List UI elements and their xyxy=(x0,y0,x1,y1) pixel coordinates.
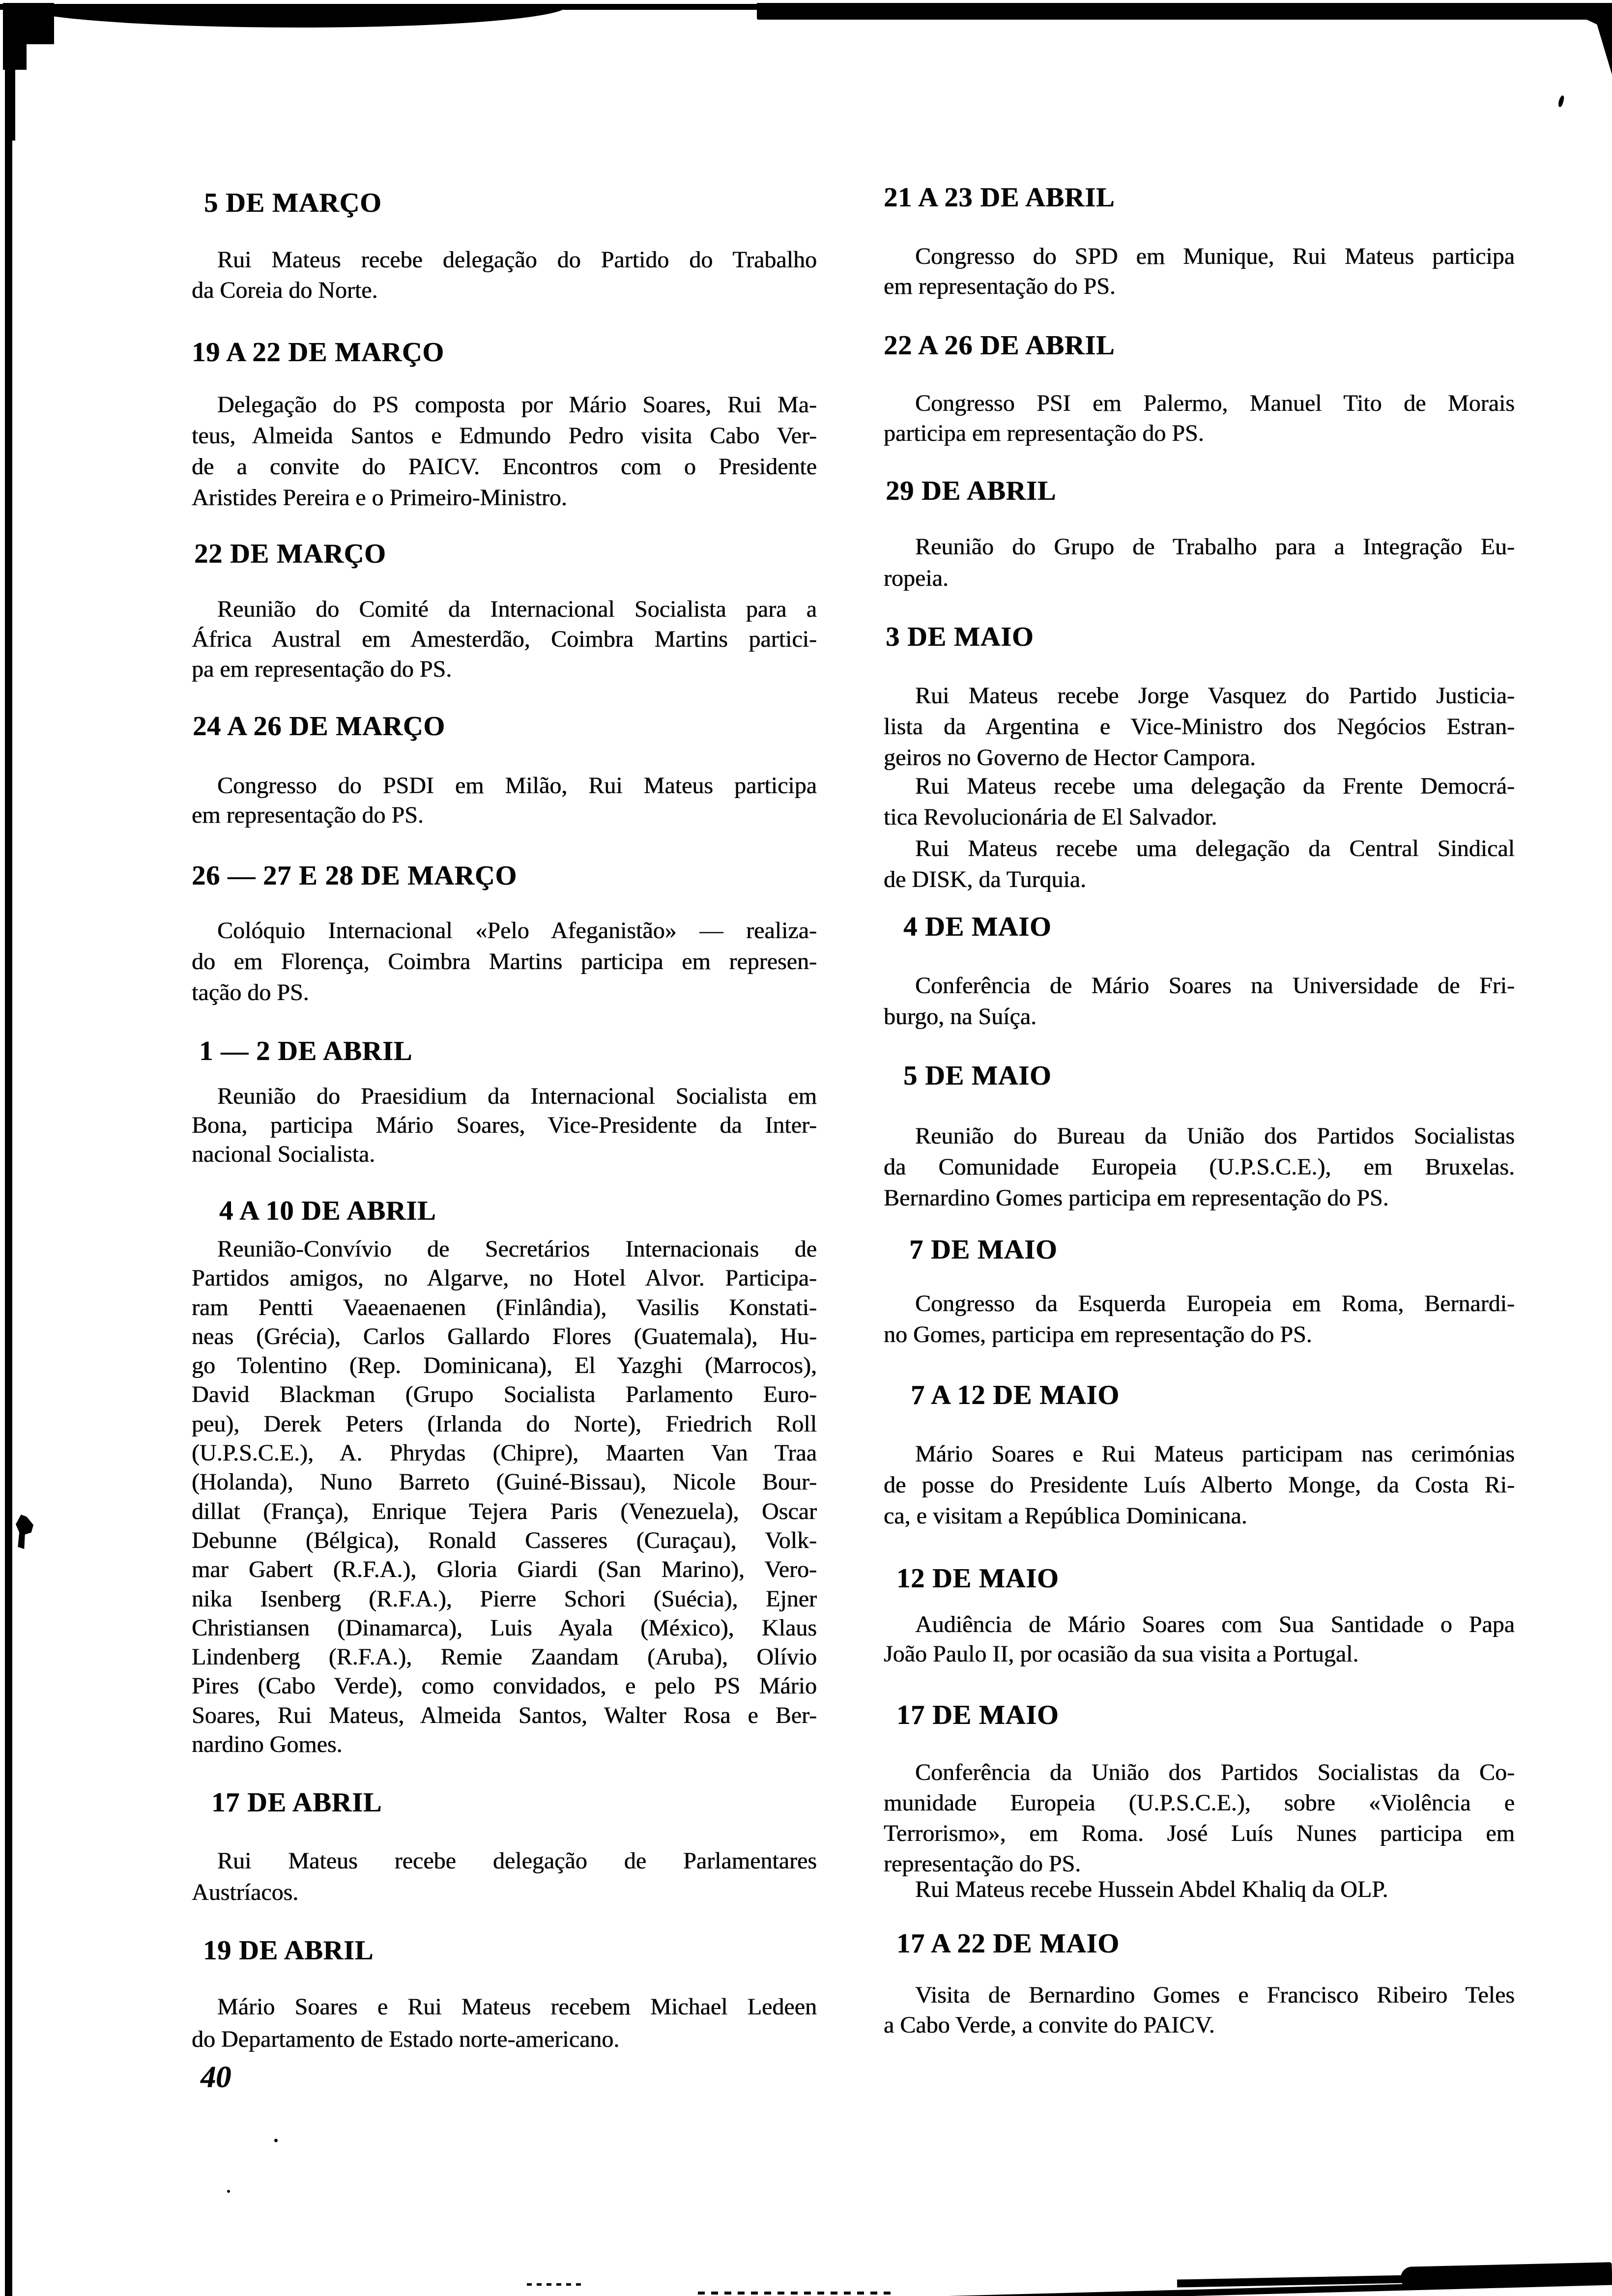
text-line: da Coreia do Norte. xyxy=(192,277,378,303)
text-line: do em Florença, Coimbra Martins participa em represen- xyxy=(192,948,817,975)
text-line: ram Pentti Vaeaenaenen (Finlândia), Vasilis Konstati- xyxy=(192,1294,817,1320)
text-line: (U.P.S.C.E.), A. Phrydas (Chipre), Maarten Van Traa xyxy=(192,1440,817,1466)
event-paragraph xyxy=(192,389,817,513)
text-line: de posse do Presidente Luís Alberto Monge, da Costa Ri- xyxy=(884,1472,1515,1498)
text-line: peu), Derek Peters (Irlanda do Norte), Friedrich Roll xyxy=(192,1410,817,1437)
text-line: Debunne (Bélgica), Ronald Casseres (Curaçau), Volk- xyxy=(192,1527,817,1553)
text-line: Reunião do Comité da Internacional Socialista para a xyxy=(217,596,817,622)
text-line: nacional Socialista. xyxy=(192,1141,375,1167)
text-line: Reunião do Praesidium da Internacional Socialista em xyxy=(217,1083,817,1109)
event-paragraph xyxy=(884,1438,1515,1531)
event-paragraph xyxy=(884,970,1515,1032)
event-paragraph xyxy=(192,245,817,306)
event-paragraph xyxy=(192,594,817,684)
text-line: representação do PS. xyxy=(884,1851,1081,1877)
text-line: em representação do PS. xyxy=(192,802,424,828)
text-line: participa em representação do PS. xyxy=(884,420,1204,446)
text-line: Reunião do Grupo de Trabalho para a Integração Eu- xyxy=(915,534,1515,560)
date-heading: 5 DE MARÇO xyxy=(204,188,382,218)
text-line: África Austral em Amesterdão, Coimbra Martins partici- xyxy=(192,626,817,652)
text-line: pa em representação do PS. xyxy=(192,656,452,682)
text-line: mar Gabert (R.F.A.), Gloria Giardi (San Marino), Vero- xyxy=(192,1556,817,1583)
text-line: Terrorismo», em Roma. José Luís Nunes participa em xyxy=(884,1820,1515,1846)
text-line: go Tolentino (Rep. Dominicana), El Yazghi (Marrocos), xyxy=(192,1352,817,1379)
text-line: geiros no Governo de Hector Campora. xyxy=(884,745,1256,771)
event-paragraph xyxy=(884,531,1515,594)
event-paragraph xyxy=(192,771,817,830)
date-heading: 17 DE MAIO xyxy=(896,1700,1059,1730)
text-line: burgo, na Suíça. xyxy=(884,1004,1037,1030)
text-line: de a convite do PAICV. Encontros com o Presidente xyxy=(192,454,817,480)
text-line: (Holanda), Nuno Barreto (Guiné-Bissau), Nicole Bour- xyxy=(192,1469,817,1495)
left-column xyxy=(192,0,817,2296)
text-line: Conferência da União dos Partidos Socialistas da Co- xyxy=(915,1759,1515,1785)
text-line: Audiência de Mário Soares com Sua Santidade o Papa xyxy=(915,1611,1515,1637)
scan-artifact-ink-blob xyxy=(16,1515,33,1549)
date-heading: 22 A 26 DE ABRIL xyxy=(884,330,1115,361)
text-line: em representação do PS. xyxy=(884,273,1116,299)
text-line: nardino Gomes. xyxy=(192,1731,343,1758)
scan-artifact-comma-speck xyxy=(1557,95,1565,107)
text-line: Reunião do Bureau da União dos Partidos Socialistas xyxy=(915,1123,1515,1149)
event-paragraph xyxy=(884,241,1515,301)
text-line: ropeia. xyxy=(884,565,949,591)
date-heading: 4 DE MAIO xyxy=(903,912,1052,942)
date-heading: 5 DE MAIO xyxy=(903,1061,1052,1091)
event-paragraph xyxy=(192,1082,817,1169)
text-line: Bona, participa Mário Soares, Vice-Presidente da Inter- xyxy=(192,1112,817,1138)
text-line: Congresso da Esquerda Europeia em Roma, Bernardi- xyxy=(915,1291,1515,1317)
date-heading: 7 A 12 DE MAIO xyxy=(911,1380,1120,1410)
event-paragraph xyxy=(884,771,1515,832)
text-line: neas (Grécia), Carlos Gallardo Flores (Guatemala), Hu- xyxy=(192,1323,817,1349)
event-paragraph xyxy=(192,1991,817,2056)
event-paragraph xyxy=(884,1120,1515,1213)
event-paragraph xyxy=(884,388,1515,448)
event-paragraph xyxy=(192,1234,817,1759)
text-line: João Paulo II, por ocasião da sua visita a Portugal. xyxy=(884,1641,1359,1667)
text-line: Austríacos. xyxy=(192,1879,299,1905)
date-heading: 19 DE ABRIL xyxy=(203,1935,374,1966)
date-heading: 3 DE MAIO xyxy=(886,622,1034,652)
event-paragraph xyxy=(884,1288,1515,1350)
text-line: da Comunidade Europeia (U.P.S.C.E.), em Bruxelas. xyxy=(884,1154,1515,1180)
text-line: Rui Mateus recebe delegação de Parlamentares xyxy=(217,1848,817,1874)
date-heading: 29 DE ABRIL xyxy=(886,476,1057,506)
date-heading: 22 DE MARÇO xyxy=(194,539,386,569)
text-line: dillat (França), Enrique Tejera Paris (Venezuela), Oscar xyxy=(192,1498,817,1524)
text-line: Congresso PSI em Palermo, Manuel Tito de Morais xyxy=(915,390,1515,416)
date-heading: 1 — 2 DE ABRIL xyxy=(199,1036,413,1066)
date-heading: 4 A 10 DE ABRIL xyxy=(219,1196,436,1226)
text-line: Christiansen (Dinamarca), Luis Ayala (México), Klaus xyxy=(192,1614,817,1641)
text-line: Conferência de Mário Soares na Universidade de Fri- xyxy=(915,973,1515,999)
text-line: Rui Mateus recebe uma delegação da Central Sindical xyxy=(915,835,1515,861)
text-line: Delegação do PS composta por Mário Soares, Rui Ma- xyxy=(217,392,817,418)
date-heading: 24 A 26 DE MARÇO xyxy=(193,711,445,742)
text-line: Lindenberg (R.F.A.), Remie Zaandam (Aruba), Olívio xyxy=(192,1644,817,1670)
text-line: Partidos amigos, no Algarve, no Hotel Alvor. Participa- xyxy=(192,1265,817,1292)
text-line: a Cabo Verde, a convite do PAICV. xyxy=(884,2012,1215,2038)
page-number: 40 xyxy=(201,2061,231,2094)
text-line: Congresso do PSDI em Milão, Rui Mateus participa xyxy=(217,773,817,799)
text-line: do Departamento de Estado norte-americano. xyxy=(192,2026,620,2052)
date-heading: 12 DE MAIO xyxy=(896,1563,1059,1594)
text-line: lista da Argentina e Vice-Ministro dos Negócios Estran- xyxy=(884,714,1515,740)
event-paragraph xyxy=(884,833,1515,895)
text-line: nika Isenberg (R.F.A.), Pierre Schori (Suécia), Ejner xyxy=(192,1585,817,1612)
date-heading: 26 — 27 E 28 DE MARÇO xyxy=(192,861,517,891)
text-line: teus, Almeida Santos e Edmundo Pedro visita Cabo Ver- xyxy=(192,423,817,449)
text-line: Rui Mateus recebe Jorge Vasquez do Partido Justicia- xyxy=(915,683,1515,709)
text-line: Mário Soares e Rui Mateus recebem Michael Ledeen xyxy=(217,1994,817,2020)
text-line: Rui Mateus recebe uma delegação da Frente Democrá- xyxy=(915,773,1515,799)
event-paragraph xyxy=(192,1845,817,1908)
scan-artifact-top-right-corner xyxy=(1579,3,1612,75)
text-line: Bernardino Gomes participa em representação do PS. xyxy=(884,1185,1389,1211)
text-line: Pires (Cabo Verde), como convidados, e pelo PS Mário xyxy=(192,1673,817,1699)
text-line: de DISK, da Turquia. xyxy=(884,866,1087,892)
event-paragraph xyxy=(884,1610,1515,1669)
text-line: ca, e visitam a República Dominicana. xyxy=(884,1503,1247,1529)
text-line: Colóquio Internacional «Pelo Afeganistão» — realiza- xyxy=(217,918,817,944)
text-line: Aristides Pereira e o Primeiro-Ministro. xyxy=(192,485,567,511)
text-line: Reunião-Convívio de Secretários Internacionais de xyxy=(217,1236,817,1262)
event-paragraph xyxy=(884,1757,1515,1879)
scan-artifact-left-edge-bar-2 xyxy=(12,13,15,141)
date-heading: 17 A 22 DE MAIO xyxy=(896,1928,1120,1959)
date-heading: 19 A 22 DE MARÇO xyxy=(192,337,444,368)
date-heading: 7 DE MAIO xyxy=(909,1234,1058,1265)
text-line: no Gomes, participa em representação do PS. xyxy=(884,1321,1312,1348)
event-paragraph xyxy=(884,1874,1515,1905)
text-line: David Blackman (Grupo Socialista Parlamento Euro- xyxy=(192,1381,817,1408)
text-line: Congresso do SPD em Munique, Rui Mateus participa xyxy=(915,243,1515,269)
text-line: Soares, Rui Mateus, Almeida Santos, Walter Rosa e Ber- xyxy=(192,1702,817,1728)
text-line: Rui Mateus recebe Hussein Abdel Khaliq da OLP. xyxy=(915,1876,1388,1902)
event-paragraph xyxy=(192,915,817,1008)
text-line: Mário Soares e Rui Mateus participam nas cerimónias xyxy=(915,1441,1515,1467)
scan-artifact-left-edge-bar xyxy=(5,11,12,2296)
text-line: Visita de Bernardino Gomes e Francisco Ribeiro Teles xyxy=(915,1982,1515,2008)
text-line: tica Revolucionária de El Salvador. xyxy=(884,804,1217,830)
event-paragraph xyxy=(884,1980,1515,2040)
event-paragraph xyxy=(884,680,1515,773)
date-heading: 17 DE ABRIL xyxy=(211,1787,382,1818)
text-line: tação do PS. xyxy=(192,979,309,1005)
text-line: Rui Mateus recebe delegação do Partido do Trabalho xyxy=(217,247,817,273)
date-heading: 21 A 23 DE ABRIL xyxy=(884,182,1115,213)
right-column xyxy=(884,0,1515,2296)
text-line: munidade Europeia (U.P.S.C.E.), sobre «Violência e xyxy=(884,1790,1515,1816)
